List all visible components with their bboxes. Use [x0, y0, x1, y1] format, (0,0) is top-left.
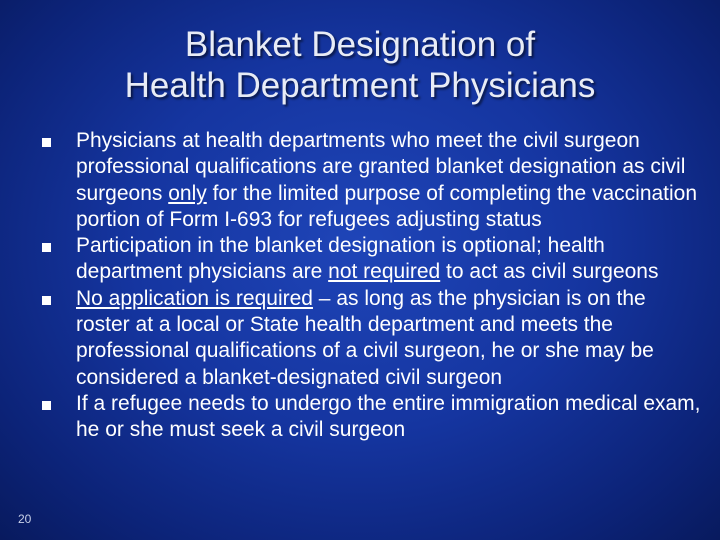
bullet-text: Physicians at health departments who meet the civil surgeon professional qualifications are granted blanket designation as civil surgeons	[76, 129, 686, 205]
square-bullet-icon	[42, 138, 51, 147]
square-bullet-icon	[42, 401, 51, 410]
square-bullet-icon	[42, 296, 51, 305]
bullet-item-1	[38, 128, 702, 233]
underlined-emphasis: No application is required	[76, 286, 313, 310]
page-number: 20	[18, 512, 32, 526]
bullet-text: If a refugee needs to undergo the entire immigration medical exam, he or she must seek a civil surgeon	[76, 391, 701, 442]
bullet-item-2	[38, 233, 702, 286]
slide-title	[40, 24, 680, 106]
bullet-text: for the limited purpose of completing the vaccination portion of Form I-693 for refugees adjusting status	[76, 181, 698, 231]
underlined-emphasis: only	[168, 181, 207, 205]
title-line-1: Blanket Designation of	[184, 25, 536, 64]
bullet-text: – as long as the physician is on the roster at a local or State health department and meets the professional qualifications of a civil surgeon, he or she may be considered a blanket-designated civil surgeon	[76, 286, 654, 389]
underlined-emphasis: not required	[328, 260, 441, 284]
title-line-2: Health Department Physicians	[124, 66, 596, 105]
bullet-item-3	[38, 286, 702, 391]
bullet-item-4	[38, 391, 702, 444]
square-bullet-icon	[42, 243, 51, 252]
bullet-list	[38, 128, 702, 444]
bullet-text: Participation in the blanket designation is optional; health department physicians are	[76, 234, 605, 284]
bullet-text: to act as civil surgeons	[440, 260, 659, 284]
